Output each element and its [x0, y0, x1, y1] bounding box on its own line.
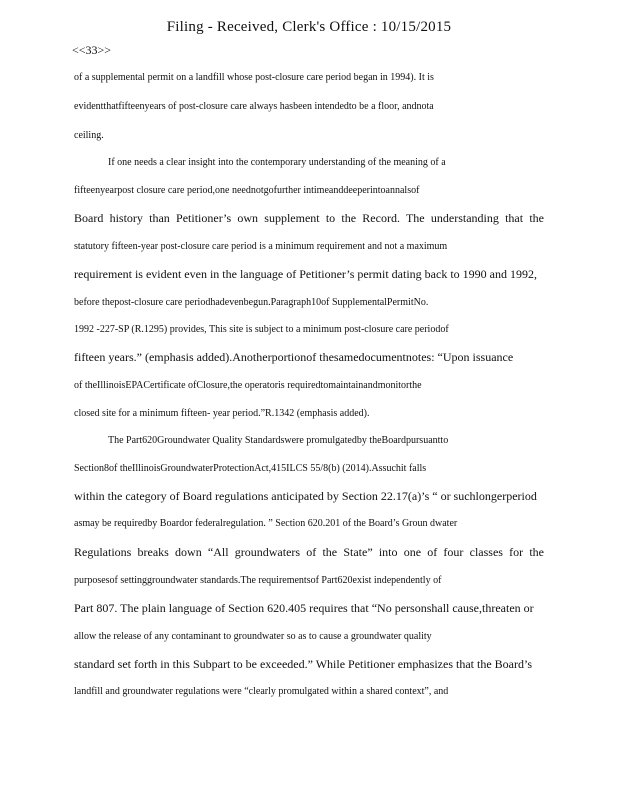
body-line: fifteenyearpost closure care period,one neednotgofurther intimeanddeeperintoannalsof [74, 185, 420, 196]
body-line: closed site for a minimum fifteen- year period.”R.1342 (emphasis added). [74, 408, 370, 419]
body-line: of a supplemental permit on a landfill whose post-closure care period began in 1994). It is [74, 72, 434, 83]
body-line: ceiling. [74, 130, 104, 141]
body-line: 1992 -227-SP (R.1295) provides, This site is subject to a minimum post-closure care periodof [74, 324, 449, 335]
body-line: before thepost-closure care periodhadevenbegun.Paragraph10of SupplementalPermitNo. [74, 297, 429, 308]
body-line: Part 807. The plain language of Section 620.405 requires that “No personshall cause,threaten or [74, 601, 534, 615]
body-line: evidentthatfifteenyears of post-closure care always hasbeen intendedto be a floor, andnota [74, 101, 434, 112]
body-line: statutory fifteen-year post-closure care period is a minimum requirement and not a maximum [74, 241, 448, 252]
body-line: standard set forth in this Subpart to be exceeded.” While Petitioner emphasizes that the Board’s [74, 657, 532, 671]
body-line: The Part620Groundwater Quality Standardswere promulgatedby theBoardpursuantto [108, 435, 449, 446]
body-line: Section8of theIllinoisGroundwaterProtectionAct,415ILCS 55/8(b) (2014).Assuchit falls [74, 463, 427, 474]
page-number: <<33>> [72, 43, 112, 57]
body-line: of theIllinoisEPACertificate ofClosure,the operatoris requiredtomaintainandmonitorthe [74, 380, 422, 391]
body-line: If one needs a clear insight into the contemporary understanding of the meaning of a [108, 157, 446, 168]
body-line: allow the release of any contaminant to groundwater so as to cause a groundwater quality [74, 631, 432, 642]
body-line: Board history than Petitioner’s own supplement to the Record. The understanding that the [74, 211, 544, 225]
body-line: fifteen years.” (emphasis added).Anotherportionof thesamedocumentnotes: “Upon issuance [74, 350, 514, 364]
body-line: requirement is evident even in the language of Petitioner’s permit dating back to 1990 and 1992, [74, 267, 537, 281]
body-line: Regulations breaks down “All groundwaters of the State” into one of four classes for the [74, 545, 544, 559]
body-line: landfill and groundwater regulations were “clearly promulgated within a shared context”, and [74, 686, 449, 697]
body-line: purposesof settinggroundwater standards.The requirementsof Part620exist independently of [74, 575, 442, 586]
body-line: within the category of Board regulations anticipated by Section 22.17(a)’s “ or suchlongerperiod [74, 489, 537, 503]
body-line: asmay be requiredby Boardor federalregulation. ” Section 620.201 of the Board’s Groun dwater [74, 518, 458, 529]
filing-stamp: Filing - Received, Clerk's Office : 10/15/2015 [166, 19, 452, 35]
